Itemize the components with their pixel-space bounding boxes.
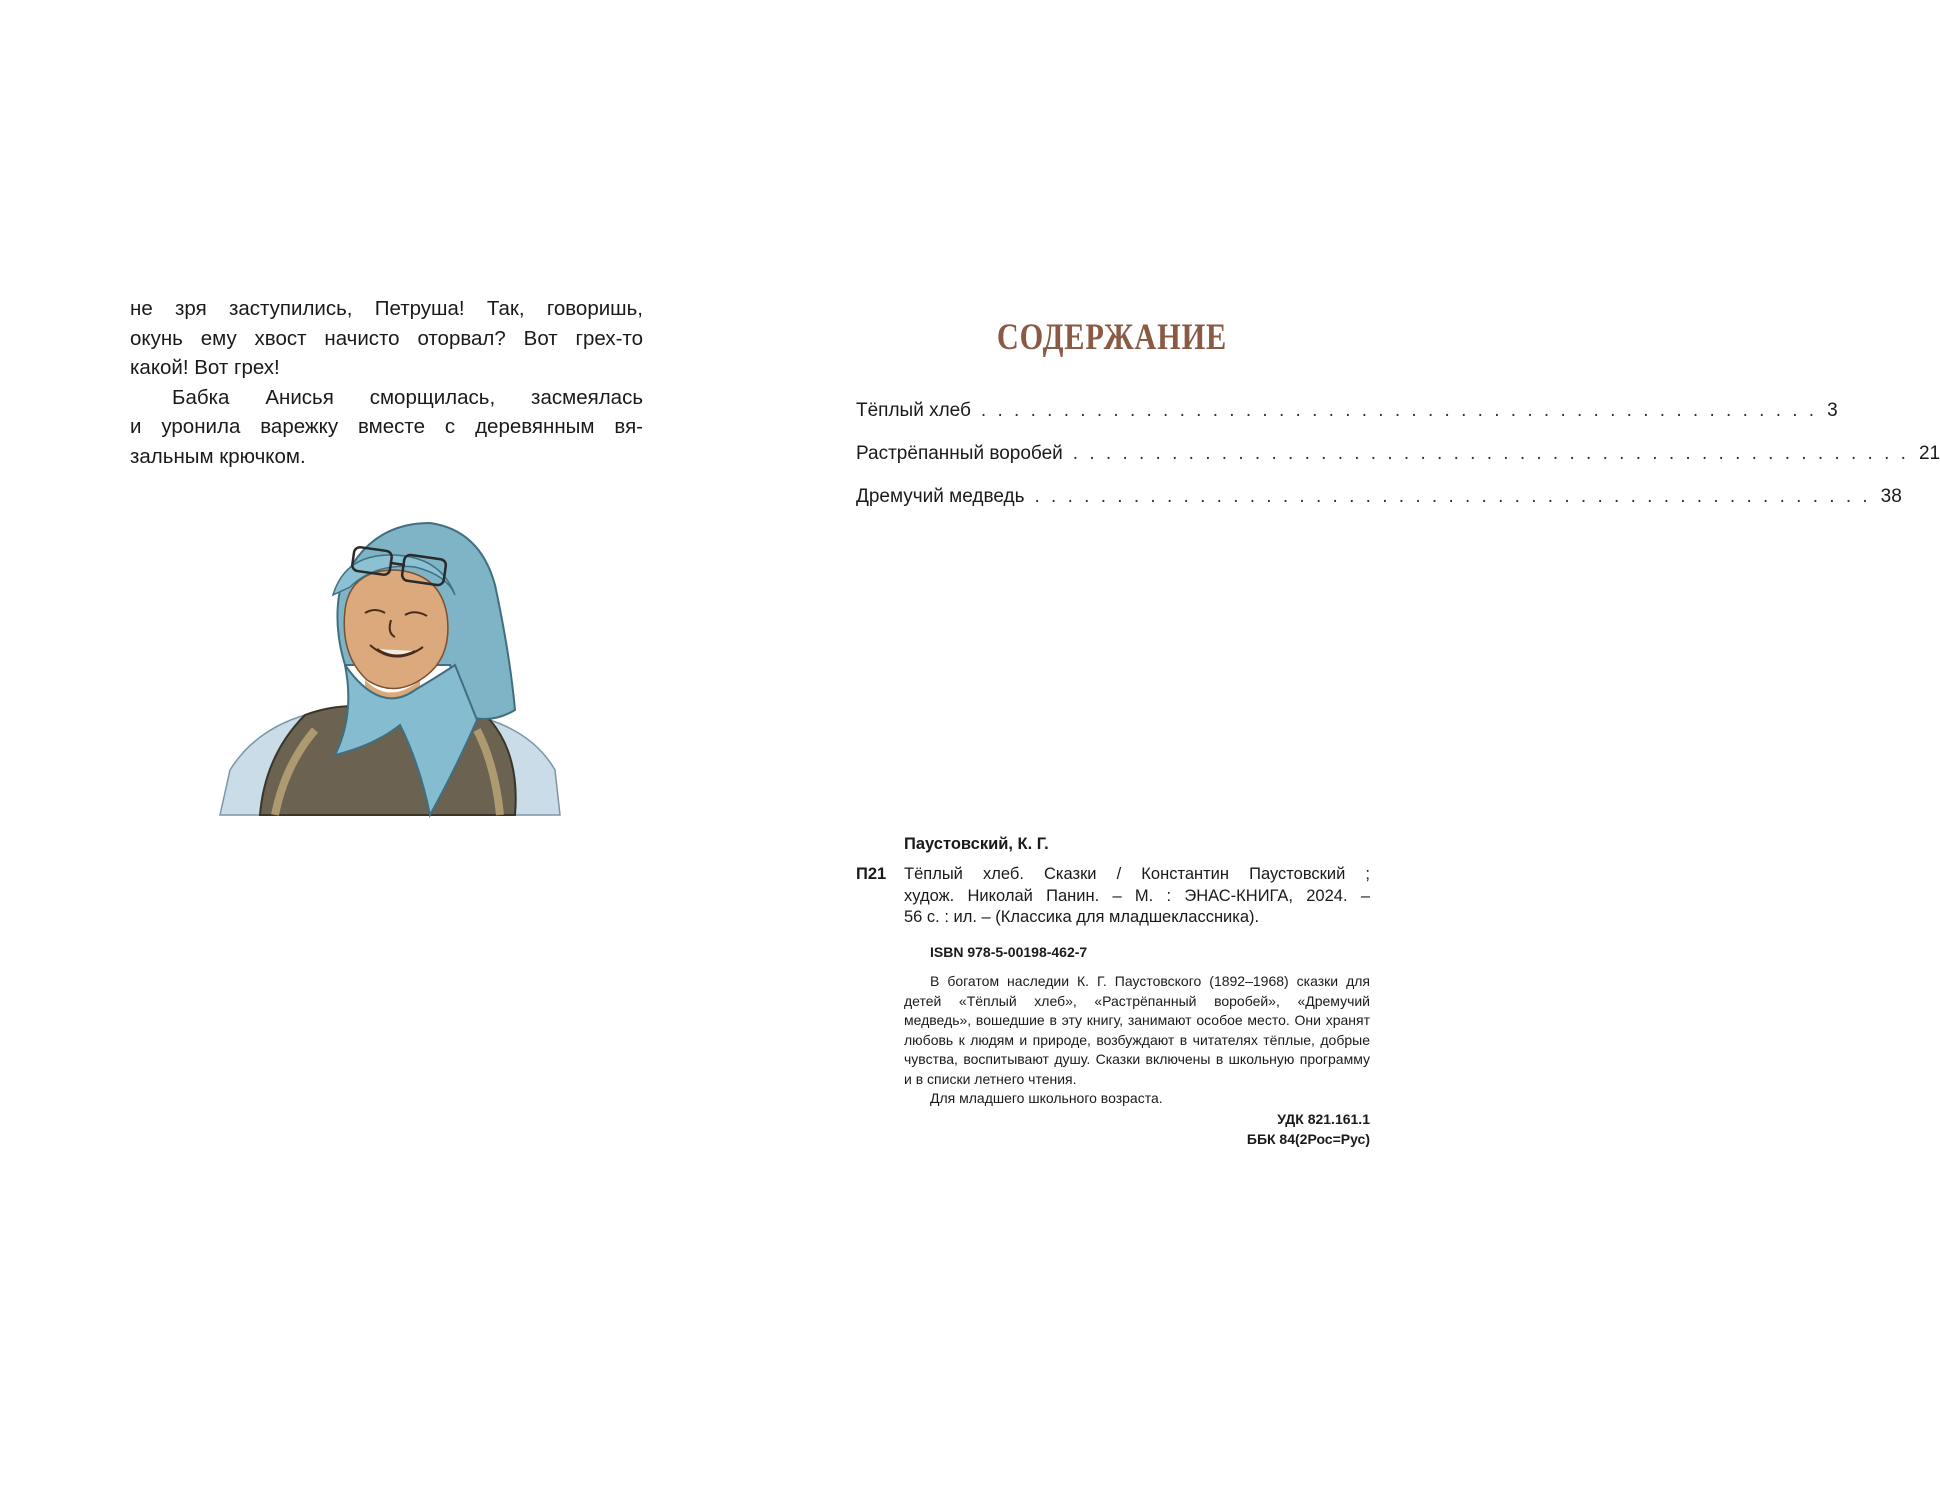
toc-entry-title: Тёплый хлеб	[856, 400, 971, 421]
biblio-author: Паустовский, К. Г.	[904, 835, 1049, 853]
toc-entry-page: 38	[1880, 486, 1902, 507]
toc-entry-title: Растрёпанный воробей	[856, 443, 1063, 464]
annotation-audience: Для младшего школьного возраста.	[930, 1090, 1163, 1106]
biblio-description-line: худож. Николай Панин. – М. : ЭНАС-КНИГА, 2024. –	[904, 886, 1370, 905]
toc-leader: . . . . . . . . . . . . . . . . . . . . . . . . . . . . . . . . . . . . . . . . . . . . . . . . . . .	[980, 400, 1818, 421]
biblio-isbn: ISBN 978-5-00198-462-7	[930, 944, 1088, 960]
biblio-code: П21	[856, 865, 887, 883]
biblio-description-line: Тёплый хлеб. Сказки / Константин Паустовский ;	[904, 865, 1370, 883]
biblio-description	[904, 864, 1370, 929]
grandmother-illustration	[215, 515, 565, 830]
toc-entry-title: Дремучий медведь	[856, 486, 1025, 507]
biblio-classification	[1247, 1110, 1370, 1149]
toc-leader: . . . . . . . . . . . . . . . . . . . . . . . . . . . . . . . . . . . . . . . . . . . . . . . . . . .	[1034, 486, 1871, 507]
toc-entry-page: 3	[1827, 400, 1838, 421]
toc-entry[interactable]	[856, 486, 1902, 529]
biblio-bbk: ББК 84(2Рос=Рус)	[1246, 1130, 1370, 1147]
text-line: и уронила варежку вместе с деревянным вя-	[130, 415, 643, 438]
table-of-contents	[856, 400, 1940, 529]
text-line: какой! Вот грех!	[130, 356, 280, 379]
text-line: не зря заступились, Петруша! Так, говоришь,	[130, 297, 643, 320]
biblio-description-line: 56 с. : ил. – (Классика для младшеклассника).	[904, 908, 1260, 926]
contents-title: СОДЕРЖАНИЕ	[996, 317, 1228, 358]
left-page-text	[130, 294, 643, 471]
toc-entry[interactable]	[856, 400, 1838, 443]
annotation-text: В богатом наследии К. Г. Паустовского (1892–1968) сказки для детей «Тёплый хлеб», «Растрёпанный воробей», «Дремучий медведь», вошедшие в эту книгу, занимают особое место. Они хранят любовь к людям и природе, возбуждают в читателях тёплые, добрые чувства, воспитывают душу. Сказки включены в школьную программу и в списки летнего чтения.	[904, 973, 1370, 1087]
biblio-annotation	[904, 972, 1370, 1109]
biblio-udk: УДК 821.161.1	[1277, 1111, 1370, 1127]
toc-entry-page: 21	[1918, 443, 1940, 464]
toc-leader: . . . . . . . . . . . . . . . . . . . . . . . . . . . . . . . . . . . . . . . . . . . . . . . . . . .	[1072, 443, 1909, 464]
text-line: зальным крючком.	[130, 444, 306, 468]
text-line: окунь ему хвост начисто оторвал? Вот грех-то	[130, 326, 643, 350]
toc-entry[interactable]	[856, 443, 1940, 486]
text-line: Бабка Анисья сморщилась, засмеялась	[172, 385, 643, 409]
